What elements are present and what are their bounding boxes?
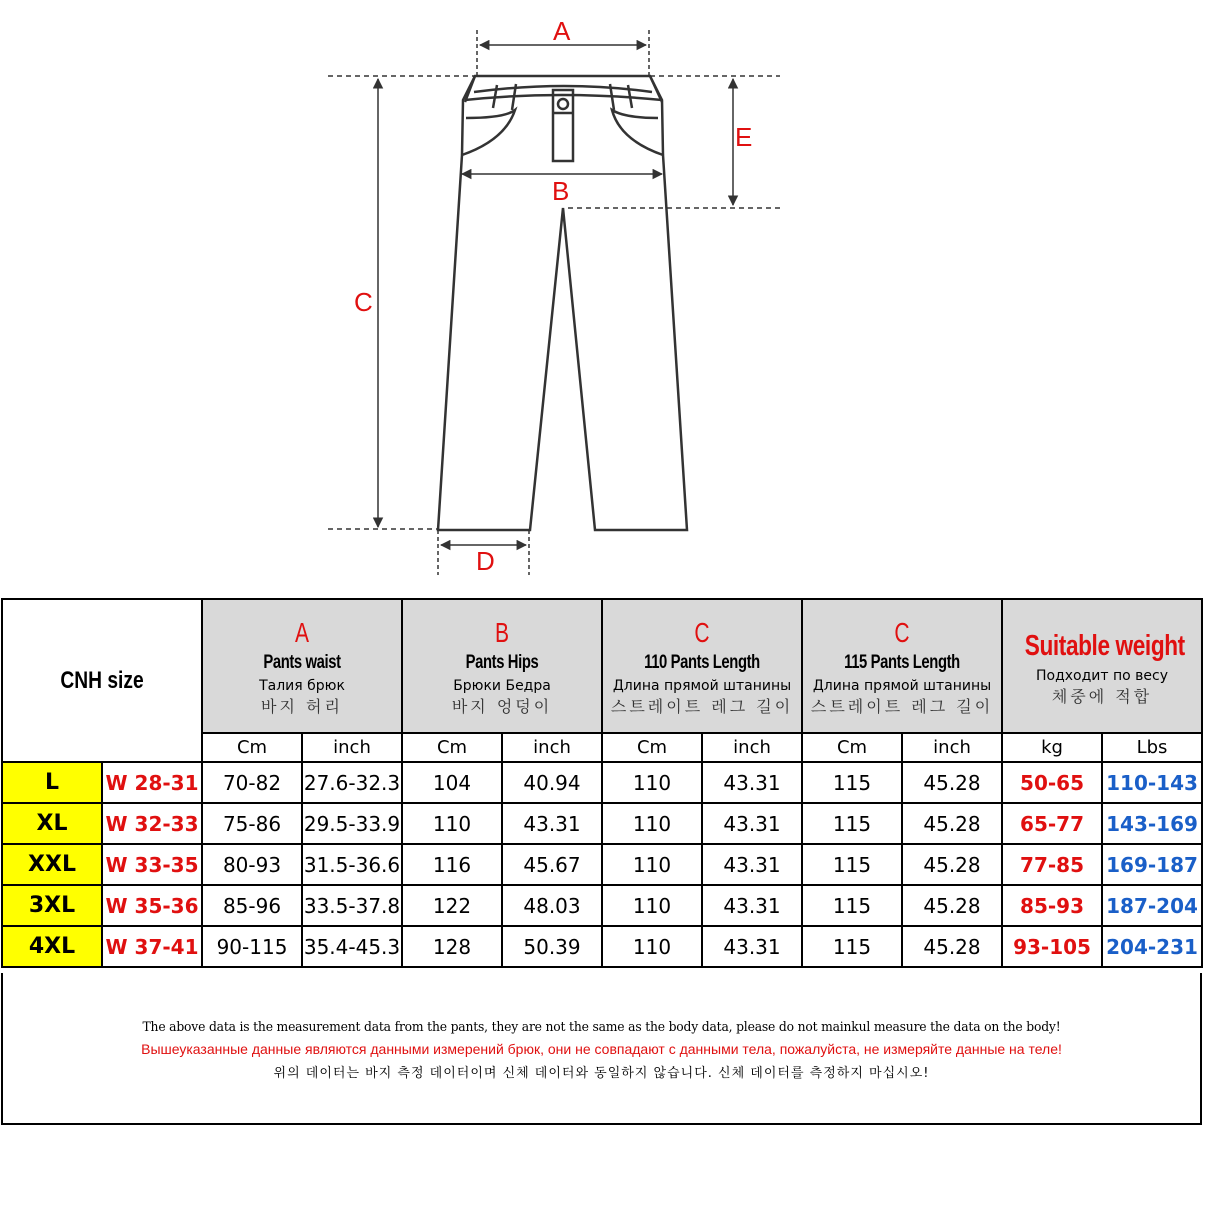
group-title-ru: Длина прямой штанины [612, 677, 792, 694]
value-cell: 85-96 [202, 885, 302, 926]
unit-cell: Cm [202, 733, 302, 762]
unit-cell: kg [1002, 733, 1102, 762]
value-cell: 75-86 [202, 803, 302, 844]
label-e: E [735, 122, 753, 152]
value-cell: 29.5-33.9 [302, 803, 402, 844]
size-cell: 4XL [2, 926, 102, 967]
unit-cell: Lbs [1102, 733, 1202, 762]
value-cell: 45.28 [902, 885, 1002, 926]
value-cell: 110 [402, 803, 502, 844]
group-title-ko: 바지 엉덩이 [451, 696, 553, 716]
value-cell: 43.31 [702, 885, 802, 926]
group-title-en: Pants Hips [465, 651, 539, 673]
value-cell: 43.31 [702, 762, 802, 803]
size-header-label: CNH size [60, 666, 144, 694]
group-title-en: 115 Pants Length [844, 651, 960, 673]
value-cell: 110 [602, 803, 702, 844]
value-cell: 143-169 [1102, 803, 1202, 844]
unit-cell: Cm [402, 733, 502, 762]
value-cell: 77-85 [1002, 844, 1102, 885]
value-cell: 27.6-32.3 [302, 762, 402, 803]
disclaimer-ru: Вышеуказанные данные являются данными измерений брюк, они не совпадают с данными тела, пожалуйста, не измеряйте данные на теле! [141, 1041, 1062, 1057]
unit-cell: inch [902, 733, 1002, 762]
group-letter: C [694, 616, 710, 648]
group-header-waist [202, 599, 402, 733]
value-cell: 43.31 [702, 803, 802, 844]
table-row [2, 926, 1202, 967]
value-cell: 45.28 [902, 844, 1002, 885]
group-title-ru: Брюки Бедра [453, 677, 551, 694]
value-cell: 116 [402, 844, 502, 885]
value-cell: 115 [802, 926, 902, 967]
value-cell: 204-231 [1102, 926, 1202, 967]
group-letter: C [894, 616, 910, 648]
value-cell: 43.31 [502, 803, 602, 844]
weight-title-ko: 체중에 적합 [1051, 686, 1153, 706]
group-letter: B [495, 616, 510, 648]
value-cell: 115 [802, 762, 902, 803]
value-cell: 110 [602, 926, 702, 967]
table-row [2, 803, 1202, 844]
value-cell: 115 [802, 885, 902, 926]
value-cell: 110 [602, 844, 702, 885]
value-cell: 115 [802, 803, 902, 844]
value-cell: 50-65 [1002, 762, 1102, 803]
value-cell: 45.28 [902, 762, 1002, 803]
group-title-ru: Длина прямой штанины [812, 677, 992, 694]
table-row [2, 885, 1202, 926]
group-title-en: 110 Pants Length [644, 651, 760, 673]
label-b: B [552, 176, 570, 206]
value-cell: 110 [602, 762, 702, 803]
size-header [2, 599, 202, 762]
label-c: C [354, 287, 373, 317]
value-cell: 43.31 [702, 844, 802, 885]
waist-size-cell: W 33-35 [102, 844, 202, 885]
value-cell: 90-115 [202, 926, 302, 967]
unit-cell: Cm [802, 733, 902, 762]
value-cell: 80-93 [202, 844, 302, 885]
group-header-weight [1002, 599, 1202, 733]
header-row [2, 599, 1202, 733]
waist-size-cell: W 37-41 [102, 926, 202, 967]
table-row [2, 844, 1202, 885]
pants-measurement-diagram [0, 0, 1206, 598]
group-header-hips [402, 599, 602, 733]
group-title-ko: 스트레이트 레그 길이 [610, 696, 794, 716]
value-cell: 31.5-36.6 [302, 844, 402, 885]
value-cell: 128 [402, 926, 502, 967]
unit-cell: inch [302, 733, 402, 762]
value-cell: 93-105 [1002, 926, 1102, 967]
value-cell: 43.31 [702, 926, 802, 967]
size-chart-table [1, 598, 1203, 968]
value-cell: 50.39 [502, 926, 602, 967]
disclaimer-en: The above data is the measurement data from the pants, they are not the same as the body data, please do not mainkul measure the data on the body! [142, 1020, 1061, 1035]
value-cell: 104 [402, 762, 502, 803]
group-header-length-110 [602, 599, 802, 733]
unit-cell: inch [702, 733, 802, 762]
group-title-ko: 바지 허리 [261, 696, 343, 716]
value-cell: 169-187 [1102, 844, 1202, 885]
value-cell: 110-143 [1102, 762, 1202, 803]
size-cell: XXL [2, 844, 102, 885]
weight-title-ru: Подходит по весу [1036, 667, 1169, 684]
group-title-en: Pants waist [263, 651, 341, 673]
size-cell: 3XL [2, 885, 102, 926]
group-title-ru: Талия брюк [259, 677, 345, 694]
value-cell: 70-82 [202, 762, 302, 803]
label-d: D [476, 546, 495, 576]
weight-title-en: Suitable weight [1024, 629, 1185, 662]
waist-size-cell: W 32-33 [102, 803, 202, 844]
waist-size-cell: W 35-36 [102, 885, 202, 926]
value-cell: 40.94 [502, 762, 602, 803]
value-cell: 33.5-37.8 [302, 885, 402, 926]
disclaimer-box [1, 973, 1202, 1125]
value-cell: 48.03 [502, 885, 602, 926]
value-cell: 45.28 [902, 926, 1002, 967]
unit-cell: Cm [602, 733, 702, 762]
table-row [2, 762, 1202, 803]
disclaimer-ko: 위의 데이터는 바지 측정 데이터이며 신체 데이터와 동일하지 않습니다. 신체 데이터를 측정하지 마십시오! [273, 1066, 930, 1081]
pants-outline [438, 76, 687, 530]
value-cell: 187-204 [1102, 885, 1202, 926]
value-cell: 122 [402, 885, 502, 926]
value-cell: 65-77 [1002, 803, 1102, 844]
value-cell: 110 [602, 885, 702, 926]
value-cell: 85-93 [1002, 885, 1102, 926]
value-cell: 45.67 [502, 844, 602, 885]
value-cell: 35.4-45.3 [302, 926, 402, 967]
value-cell: 115 [802, 844, 902, 885]
group-title-ko: 스트레이트 레그 길이 [810, 696, 994, 716]
label-a: A [553, 16, 571, 46]
group-header-length-115 [802, 599, 1002, 733]
size-cell: XL [2, 803, 102, 844]
waist-size-cell: W 28-31 [102, 762, 202, 803]
unit-cell: inch [502, 733, 602, 762]
group-letter: A [294, 616, 310, 648]
size-cell: L [2, 762, 102, 803]
value-cell: 45.28 [902, 803, 1002, 844]
